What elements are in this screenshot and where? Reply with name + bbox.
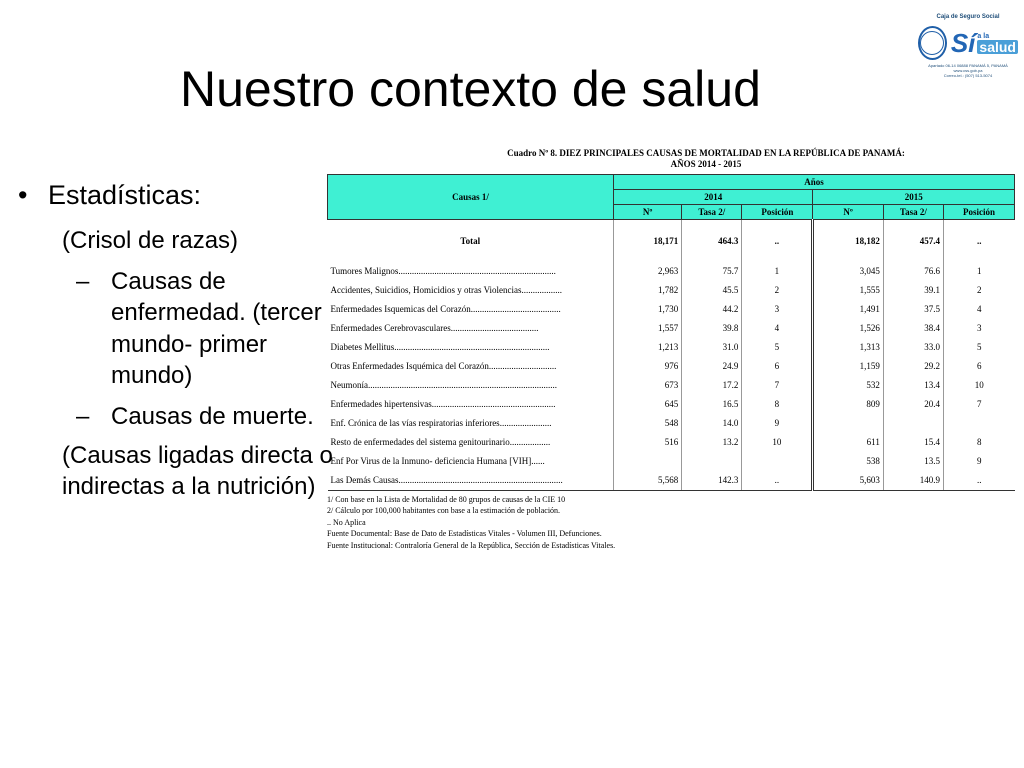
bullet-main-text: Estadísticas: <box>48 180 202 210</box>
cell-n-2014: 673 <box>614 376 682 395</box>
table-caption-line1: Cuadro Nº 8. DIEZ PRINCIPALES CAUSAS DE MORTALIDAD EN LA REPÚBLICA DE PANAMÁ: <box>507 148 905 158</box>
cell-pos-2015: 8 <box>943 433 1014 452</box>
cell-tasa-2014: 17.2 <box>682 376 742 395</box>
cell-n-2015: 532 <box>813 376 883 395</box>
footnote: 2/ Cálculo por 100,000 habitantes con base a la estimación de población. <box>327 506 561 516</box>
footnote: .. No Aplica <box>327 517 366 527</box>
cell-tasa-2014: 44.2 <box>682 300 742 319</box>
header-n-2014: Nº <box>614 204 682 219</box>
logo-contact: Correo-tel.: (507) 513-5074 <box>943 73 993 79</box>
header-2014: 2014 <box>614 189 813 204</box>
cell-n-2015: 1,159 <box>813 357 883 376</box>
cell-pos-2014: 4 <box>742 319 813 338</box>
cell-tasa-2015: 140.9 <box>883 471 943 491</box>
mortality-table <box>327 174 1015 491</box>
cell-tasa-2015: 38.4 <box>883 319 943 338</box>
header-tasa-2015: Tasa 2/ <box>883 204 943 219</box>
cell-n-2014: 2,963 <box>614 262 682 281</box>
cell-n-2014: 1,782 <box>614 281 682 300</box>
cell-n-2015: 809 <box>813 395 883 414</box>
cause-cell: Resto de enfermedades del sistema genitourinario.................. <box>330 437 551 447</box>
cell-n-2015: 1,526 <box>813 319 883 338</box>
cell-n-2014: 1,730 <box>614 300 682 319</box>
dash-icon: – <box>76 403 90 431</box>
cell-n-2015: 1,491 <box>813 300 883 319</box>
cause-cell: Tumores Malignos...................................................................... <box>330 266 556 276</box>
cell-n-2015: 1,555 <box>813 281 883 300</box>
logo-a-la: a la <box>977 32 990 40</box>
cell-pos-2014 <box>742 452 813 471</box>
cell-pos-2014: 10 <box>742 433 813 452</box>
table-row <box>328 338 1015 357</box>
table-row <box>328 376 1015 395</box>
cause-cell: Enf. Crónica de las vías respiratorias inferiores....................... <box>330 418 552 428</box>
bullet-item-estadisticas <box>18 178 333 213</box>
cell-tasa-2015: 13.5 <box>883 452 943 471</box>
logo-salud: salud <box>979 38 1016 55</box>
cell-n-2015: 5,603 <box>813 471 883 491</box>
cell-n-2014: 645 <box>614 395 682 414</box>
cell-tasa-2014: 14.0 <box>682 414 742 433</box>
cell-n-2014: 516 <box>614 433 682 452</box>
cell-n-2015 <box>813 414 883 433</box>
logo-org-name: Caja de Seguro Social <box>936 14 1000 20</box>
cell-tasa-2014: 31.0 <box>682 338 742 357</box>
cell-tasa-2014: 75.7 <box>682 262 742 281</box>
logo-si: Sí <box>950 28 976 58</box>
cell-n-2015: 611 <box>813 433 883 452</box>
cell-tasa-2015 <box>883 414 943 433</box>
logo-web: www.css.gob.pa <box>953 68 983 74</box>
cell-tasa-2015: 76.6 <box>883 262 943 281</box>
cause-cell: Enfermedades hipertensivas....................................................... <box>330 399 556 409</box>
table-row <box>328 452 1015 471</box>
cell-tasa-2015: 15.4 <box>883 433 943 452</box>
total-n-2015: 18,182 <box>813 219 883 262</box>
footnote: Fuente Documental: Base de Dato de Estadísticas Vitales - Volumen III, Defunciones. <box>327 529 602 539</box>
header-2015: 2015 <box>813 189 1015 204</box>
cause-cell: Las Demás Causas......................................................................... <box>328 471 614 491</box>
table-caption-line2: AÑOS 2014 - 2015 <box>670 159 742 170</box>
cause-cell: Enfermedades Isquemicas del Corazón........................................ <box>330 304 561 314</box>
cell-n-2015: 3,045 <box>813 262 883 281</box>
cell-pos-2015: 2 <box>943 281 1014 300</box>
cell-pos-2015: 9 <box>943 452 1014 471</box>
cell-n-2014: 548 <box>614 414 682 433</box>
total-pos-2014: .. <box>742 219 813 262</box>
header-pos-2014: Posición <box>742 204 813 219</box>
cell-n-2015: 1,313 <box>813 338 883 357</box>
header-anos: Años <box>614 174 1015 189</box>
cell-pos-2015: 10 <box>943 376 1014 395</box>
cause-cell: Diabetes Mellitus..................................................................... <box>330 342 550 352</box>
cell-pos-2014: 8 <box>742 395 813 414</box>
table-row <box>328 414 1015 433</box>
sub-item-nutricion: (Causas ligadas directa o indirectas a la nutrición) <box>62 442 333 501</box>
cell-pos-2014: 7 <box>742 376 813 395</box>
cell-tasa-2014: 45.5 <box>682 281 742 300</box>
cell-n-2015: 538 <box>813 452 883 471</box>
cell-n-2014 <box>614 452 682 471</box>
cell-pos-2014: .. <box>742 471 813 491</box>
dash-item-text: Causas de muerte. <box>111 403 314 431</box>
seal-icon <box>918 26 947 60</box>
cell-tasa-2015: 20.4 <box>883 395 943 414</box>
dash-icon: – <box>76 268 90 296</box>
table-row <box>328 281 1015 300</box>
total-tasa-2014: 464.3 <box>682 219 742 262</box>
cell-tasa-2014: 16.5 <box>682 395 742 414</box>
cell-pos-2014: 6 <box>742 357 813 376</box>
total-tasa-2015: 457.4 <box>883 219 943 262</box>
total-pos-2015: .. <box>943 219 1014 262</box>
table-row <box>328 319 1015 338</box>
cell-pos-2015: 1 <box>943 262 1014 281</box>
dash-item-muerte <box>76 401 333 432</box>
cell-tasa-2014: 39.8 <box>682 319 742 338</box>
cell-n-2014: 1,213 <box>614 338 682 357</box>
header-n-2015: Nº <box>813 204 883 219</box>
cell-pos-2015: 3 <box>943 319 1014 338</box>
total-n-2014: 18,171 <box>614 219 682 262</box>
cell-tasa-2014: 13.2 <box>682 433 742 452</box>
cell-tasa-2015: 33.0 <box>883 338 943 357</box>
cell-tasa-2015: 29.2 <box>883 357 943 376</box>
cell-tasa-2015: 13.4 <box>883 376 943 395</box>
cell-pos-2015: 5 <box>943 338 1014 357</box>
cell-pos-2014: 2 <box>742 281 813 300</box>
mortality-table-figure <box>327 148 1015 551</box>
css-logo <box>918 14 1018 90</box>
cell-pos-2015: 7 <box>943 395 1014 414</box>
table-caption <box>397 148 1015 171</box>
table-row <box>328 471 1015 491</box>
cause-cell: Otras Enfermedades Isquémica del Corazón.............................. <box>330 361 557 371</box>
dash-item-enfermedad <box>76 266 333 391</box>
table-row <box>328 357 1015 376</box>
cell-pos-2014: 9 <box>742 414 813 433</box>
cell-n-2014: 1,557 <box>614 319 682 338</box>
cause-cell: Enfermedades Cerebrovasculares....................................... <box>330 323 539 333</box>
cell-pos-2015: .. <box>943 471 1014 491</box>
dash-item-text: Causas de enfermedad. (tercer mundo- primer mundo) <box>111 268 322 389</box>
cell-pos-2015: 6 <box>943 357 1014 376</box>
table-row-total <box>328 219 1015 262</box>
cell-n-2014: 5,568 <box>614 471 682 491</box>
bullet-icon: • <box>18 180 28 210</box>
table-row <box>328 395 1015 414</box>
cause-cell: Neumonía.................................................................................... <box>330 380 557 390</box>
footnote: Fuente Institucional: Contraloría General de la República, Sección de Estadísticas Vitales. <box>327 540 616 550</box>
logo-address: Apartado 06-14 06888 PANAMÁ 5, PANAMÁ <box>928 63 1008 68</box>
slide-title: Nuestro contexto de salud <box>180 61 761 117</box>
cell-tasa-2014: 24.9 <box>682 357 742 376</box>
cell-pos-2014: 1 <box>742 262 813 281</box>
cell-tasa-2014: 142.3 <box>682 471 742 491</box>
cell-tasa-2015: 37.5 <box>883 300 943 319</box>
header-causas: Causas 1/ <box>328 174 614 219</box>
table-row <box>328 262 1015 281</box>
cell-tasa-2014 <box>682 452 742 471</box>
sub-item-crisol: (Crisol de razas) <box>62 227 239 255</box>
cell-pos-2015 <box>943 414 1014 433</box>
header-pos-2015: Posición <box>943 204 1014 219</box>
cell-pos-2014: 5 <box>742 338 813 357</box>
table-row <box>328 300 1015 319</box>
bullet-list <box>18 178 333 503</box>
cell-n-2014: 976 <box>614 357 682 376</box>
footnote: 1/ Con base en la Lista de Mortalidad de 80 grupos de causas de la CIE 10 <box>327 494 566 504</box>
cell-pos-2015: 4 <box>943 300 1014 319</box>
cell-pos-2014: 3 <box>742 300 813 319</box>
table-row <box>328 433 1015 452</box>
cause-cell: Accidentes, Suicidios, Homicidios y otras Violencias.................. <box>330 285 563 295</box>
total-label: Total <box>460 235 481 246</box>
cell-tasa-2015: 39.1 <box>883 281 943 300</box>
cause-cell: Enf Por Virus de la Inmuno- deficiencia Humana [VIH]...... <box>330 456 545 466</box>
header-tasa-2014: Tasa 2/ <box>682 204 742 219</box>
table-footnotes <box>327 494 1015 552</box>
